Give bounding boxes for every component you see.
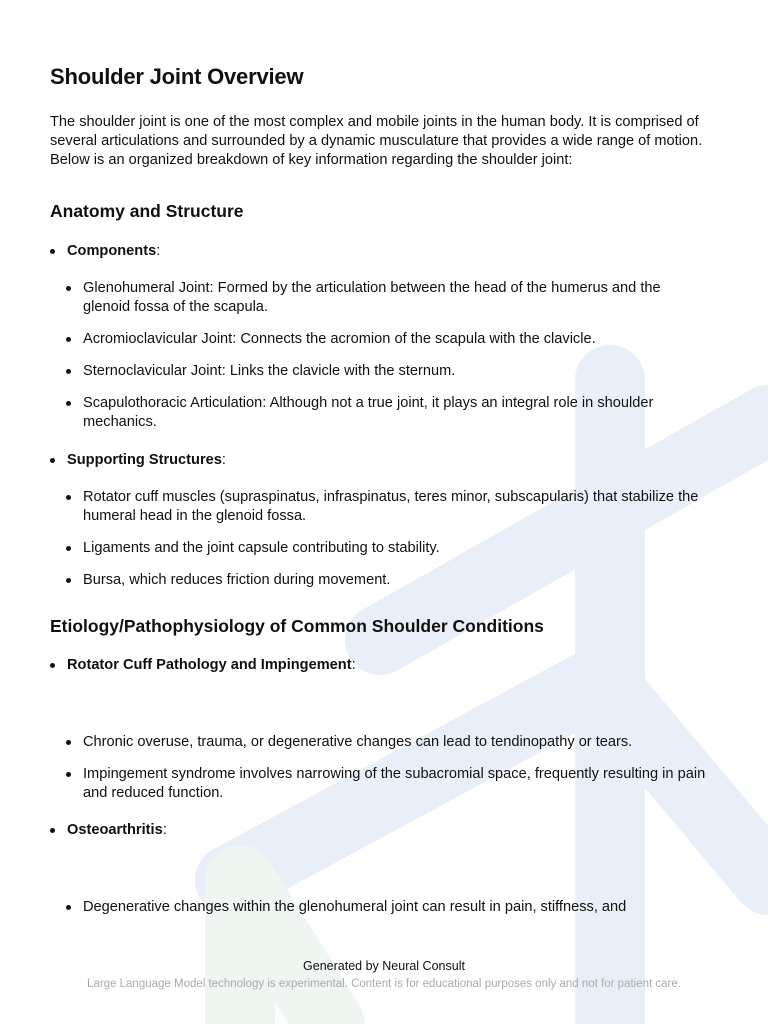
bullet-dot [66,905,71,910]
bullet-dot [66,495,71,500]
footer-generated-by: Generated by Neural Consult [303,959,465,973]
list-item: Sternoclavicular Joint: Links the clavicle with the sternum. [66,362,711,381]
bullet-dot [50,249,55,254]
list-item: Ligaments and the joint capsule contributing to stability. [66,539,711,558]
list-item: Glenohumeral Joint: Formed by the articulation between the head of the humerus and the glenoid fossa of the scapula. [66,279,711,317]
list-item: Chronic overuse, trauma, or degenerative changes can lead to tendinopathy or tears. [66,733,711,752]
list-item: Scapulothoracic Articulation: Although not a true joint, it plays an integral role in shoulder mechanics. [66,394,711,432]
bullet-dot [66,772,71,777]
section-heading-etiology: Etiology/Pathophysiology of Common Shoulder Conditions [50,616,544,636]
bullet-dot [50,663,55,668]
list-item: Rotator cuff muscles (supraspinatus, infraspinatus, teres minor, subscapularis) that stabilize the humeral head in the glenoid fossa. [66,488,711,526]
bullet-dot [50,828,55,833]
intro-paragraph: The shoulder joint is one of the most complex and mobile joints in the human body. It is comprised of several articulations and surrounded by a dynamic musculature that provides a wide range of motion. Below is an organized breakdown of key information regarding the shoulder joint: [50,114,703,168]
bullet-dot [66,546,71,551]
list-item: Impingement syndrome involves narrowing of the subacromial space, frequently resulting in pain and reduced function. [66,765,711,803]
bullet-dot [66,740,71,745]
bullet-dot [66,286,71,291]
list-item: Degenerative changes within the glenohumeral joint can result in pain, stiffness, and [66,898,711,917]
list-item: Bursa, which reduces friction during movement. [66,571,711,590]
bullet-dot [66,578,71,583]
bullet-dot [66,369,71,374]
list-item: Acromioclavicular Joint: Connects the acromion of the scapula with the clavicle. [66,330,711,349]
bullet-dot [66,337,71,342]
bullet-dot [50,458,55,463]
bullet-dot [66,401,71,406]
footer-disclaimer: Large Language Model technology is experimental. Content is for educational purposes only and not for patient care. [87,978,681,990]
page-title: Shoulder Joint Overview [50,64,304,89]
section-heading-anatomy: Anatomy and Structure [50,201,244,221]
